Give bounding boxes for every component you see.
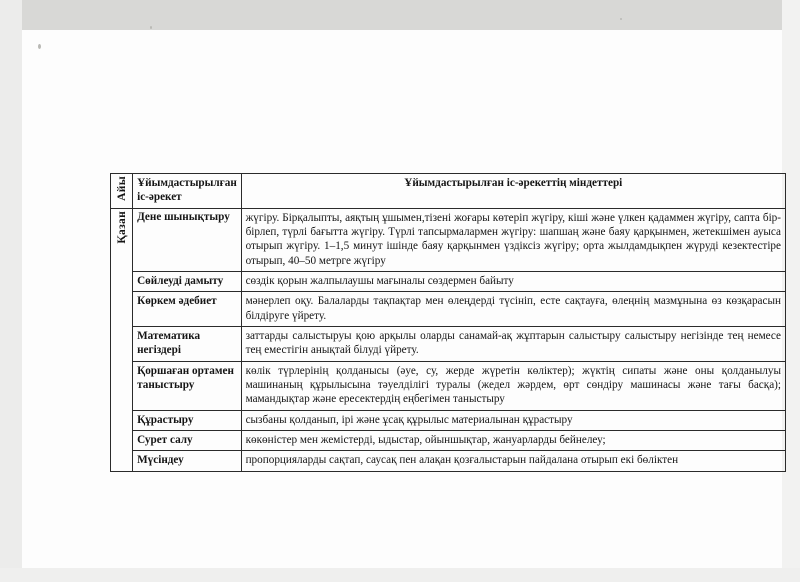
activity-name: Сөйлеуді дамыту xyxy=(133,271,241,291)
table-row xyxy=(111,361,786,410)
activity-name: Құрастыру xyxy=(133,410,241,430)
month-label: Қазан xyxy=(116,210,128,244)
activity-tasks: заттарды салыстыруы қою арқылы оларды санамай-ақ жұптарын салыстыру салыстыру негізінде тең немесе тең еместігін анықтай білуді үйрету. xyxy=(241,326,785,361)
table-header-tasks: Ұйымдастырылған іс-әрекеттің міндеттері xyxy=(241,174,785,209)
scan-left-edge xyxy=(0,0,22,582)
table-row xyxy=(111,410,786,430)
table-header-activity: Ұйымдастырылған іс-әрекет xyxy=(133,174,241,209)
table-header-month xyxy=(111,174,133,209)
activity-name: Қоршаған ортамен таныстыру xyxy=(133,361,241,410)
activity-tasks: көлік түрлерінің қолданысы (әуе, су, жерде жүретін көліктер); жүктің сипаты және оны қолданылуы машинаның құрылысына тәуелділігі туралы (жедел жәрдем, өрт сөндіру машинасы және тағы басқа); мамандықтар және ересектердің еңбегімен таныстыру xyxy=(241,361,785,410)
activity-name: Сурет салу xyxy=(133,430,241,450)
activity-tasks: сызбаны қолданып, ірі және ұсақ құрылыс материалынан құрастыру xyxy=(241,410,785,430)
scan-speck xyxy=(620,18,622,20)
activity-name: Дене шынықтыру xyxy=(133,208,241,271)
activity-tasks: сөздік қорын жалпылаушы мағыналы сөздермен байыту xyxy=(241,271,785,291)
scan-speck xyxy=(150,26,152,29)
table-row xyxy=(111,271,786,291)
activity-name: Мүсіндеу xyxy=(133,451,241,471)
activity-tasks: пропорцияларды сақтап, саусақ пен алақан қозғалыстарын пайдалана отырып екі бөліктен xyxy=(241,451,785,471)
table-row xyxy=(111,208,786,271)
table-row xyxy=(111,451,786,471)
table-header-row xyxy=(111,174,786,209)
activity-name: Математика негіздері xyxy=(133,326,241,361)
table-row xyxy=(111,430,786,450)
scan-speck xyxy=(38,44,41,49)
activity-tasks: көкөністер мен жемістерді, ыдыстар, ойыншықтар, жануарларды бейнелеу; xyxy=(241,430,785,450)
scan-bottom-edge xyxy=(0,568,800,582)
month-cell xyxy=(111,208,133,471)
table-row xyxy=(111,292,786,327)
activity-tasks: жүгіру. Бірқалыпты, аяқтың ұшымен,тізені жоғары көтеріп жүгіру, кіші және үлкен қадаммен жүгіру, сапта бір-бірлеп, түрлі бағытта жүгіру. Түрлі тапсырмалармен жүгіру: шапшаң және баяу қарқынмен, жетекшімен ауыса отырып жүгіру. 1–1,5 минут ішінде баяу қарқынмен үздіксіз жүгіру; орта жылдамдықпен жүруді кезектестіре отырып, 40–50 метрге жүгіру xyxy=(241,208,785,271)
scan-top-edge xyxy=(0,0,800,30)
table-header-month-label: Айы xyxy=(116,176,128,201)
table-row xyxy=(111,326,786,361)
organized-activities-table xyxy=(110,173,786,472)
activity-name: Көркем әдебиет xyxy=(133,292,241,327)
activity-tasks: мәнерлеп оқу. Балаларды тақпақтар мен өлеңдерді түсініп, есте сақтауға, өлеңнің мазмұнына өз көзқарасын білдіруге үйрету. xyxy=(241,292,785,327)
